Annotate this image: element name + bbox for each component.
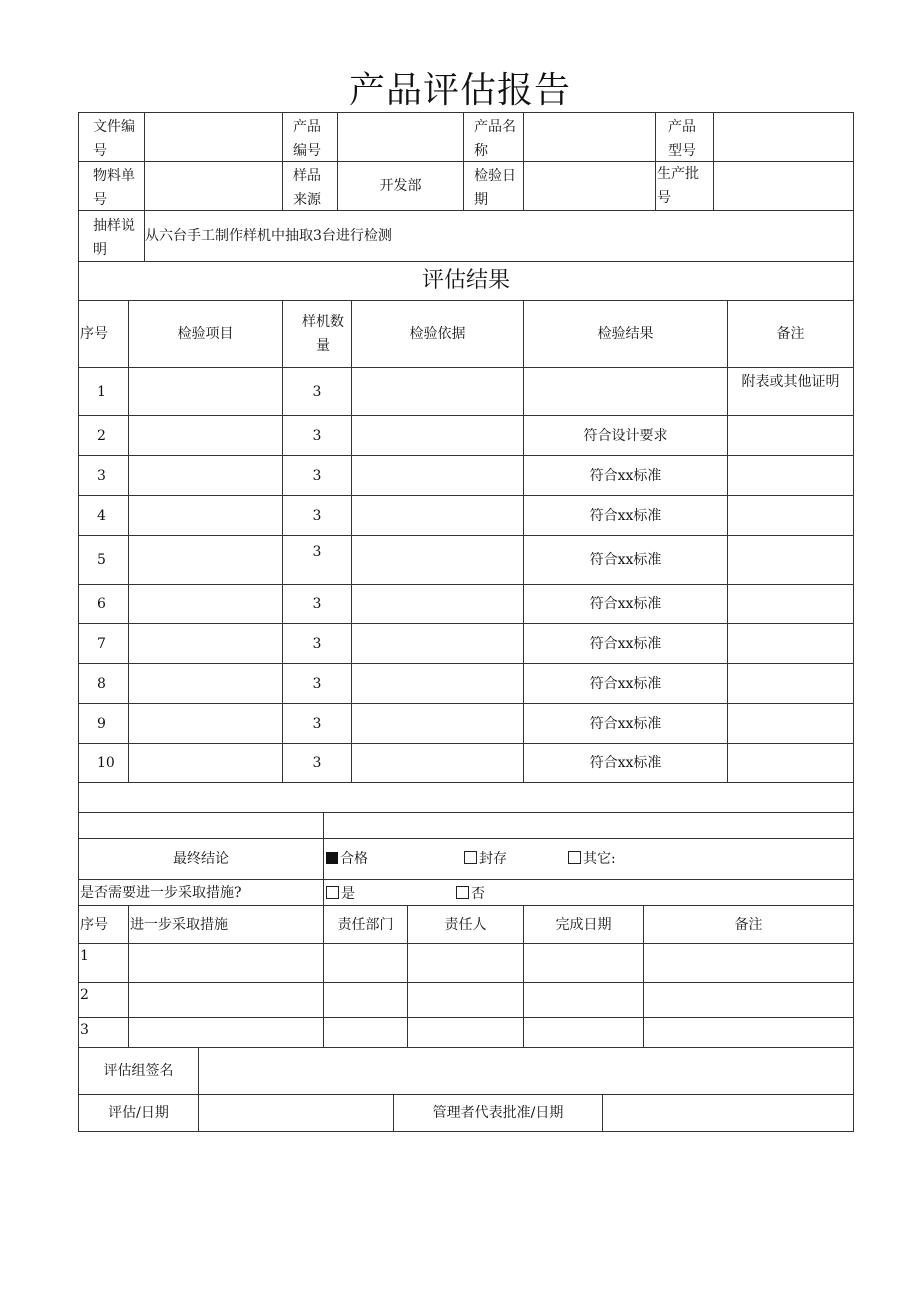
action-row-measure[interactable] xyxy=(128,943,324,983)
col-qty: 样机数量 xyxy=(282,300,352,368)
row-item[interactable] xyxy=(128,703,283,744)
row-basis[interactable] xyxy=(351,367,524,416)
row-no: 7 xyxy=(78,623,129,664)
option-yes-label: 是 xyxy=(341,886,355,902)
row-basis[interactable] xyxy=(351,663,524,704)
row-item[interactable] xyxy=(128,495,283,536)
blank-cell-left xyxy=(78,812,324,839)
row-remark[interactable] xyxy=(727,703,854,744)
eval-date-field[interactable] xyxy=(198,1094,394,1132)
col-basis: 检验依据 xyxy=(351,300,524,368)
row-no: 5 xyxy=(78,535,129,585)
col-result: 检验结果 xyxy=(523,300,728,368)
action-col-person: 责任人 xyxy=(407,905,524,944)
product-no-field[interactable] xyxy=(337,112,464,162)
row-qty[interactable]: 3 xyxy=(282,455,352,496)
action-row-person[interactable] xyxy=(407,1017,524,1048)
action-row-no: 2 xyxy=(78,982,129,1018)
page-title: 产品评估报告 xyxy=(348,70,571,111)
action-row-dept[interactable] xyxy=(323,943,408,983)
product-model-label: 产品型号 xyxy=(655,112,714,162)
action-row-person[interactable] xyxy=(407,943,524,983)
row-result[interactable]: 符合xx标准 xyxy=(523,455,728,496)
row-item[interactable] xyxy=(128,584,283,624)
action-col-date: 完成日期 xyxy=(523,905,644,944)
row-remark[interactable] xyxy=(727,663,854,704)
row-no: 8 xyxy=(78,663,129,704)
col-item: 检验项目 xyxy=(128,300,283,368)
row-basis[interactable] xyxy=(351,535,524,585)
checkbox-icon xyxy=(326,886,339,899)
row-basis[interactable] xyxy=(351,584,524,624)
mgr-approve-field[interactable] xyxy=(602,1094,854,1132)
batch-field[interactable] xyxy=(713,161,854,211)
action-row-remark[interactable] xyxy=(643,943,854,983)
material-no-label: 物料单号 xyxy=(78,161,145,211)
row-basis[interactable] xyxy=(351,415,524,456)
row-qty[interactable]: 3 xyxy=(282,367,352,416)
product-name-field[interactable] xyxy=(523,112,656,162)
row-item[interactable] xyxy=(128,623,283,664)
action-row-person[interactable] xyxy=(407,982,524,1018)
row-item[interactable] xyxy=(128,535,283,585)
row-qty[interactable]: 3 xyxy=(282,535,352,585)
action-col-remark: 备注 xyxy=(643,905,854,944)
row-basis[interactable] xyxy=(351,455,524,496)
row-result[interactable]: 符合xx标准 xyxy=(523,495,728,536)
action-row-remark[interactable] xyxy=(643,1017,854,1048)
row-qty[interactable]: 3 xyxy=(282,415,352,456)
row-result[interactable]: 符合xx标准 xyxy=(523,584,728,624)
row-item[interactable] xyxy=(128,743,283,783)
inspect-date-label: 检验日期 xyxy=(463,161,524,211)
option-pass-label: 合格 xyxy=(340,851,368,867)
row-item[interactable] xyxy=(128,455,283,496)
row-remark[interactable] xyxy=(727,455,854,496)
row-qty[interactable]: 3 xyxy=(282,703,352,744)
row-result[interactable] xyxy=(523,367,728,416)
row-qty[interactable]: 3 xyxy=(282,623,352,664)
action-row-dept[interactable] xyxy=(323,982,408,1018)
row-no: 9 xyxy=(78,703,129,744)
action-row-no: 1 xyxy=(78,943,129,983)
row-remark[interactable] xyxy=(727,415,854,456)
row-result[interactable]: 符合设计要求 xyxy=(523,415,728,456)
checkbox-icon xyxy=(456,886,469,899)
row-qty[interactable]: 3 xyxy=(282,584,352,624)
eval-date-label: 评估/日期 xyxy=(78,1094,199,1132)
product-no-label: 产品编号 xyxy=(282,112,338,162)
row-qty[interactable]: 3 xyxy=(282,495,352,536)
row-no: 6 xyxy=(78,584,129,624)
row-no: 4 xyxy=(78,495,129,536)
inspect-date-field[interactable] xyxy=(523,161,656,211)
option-hold-label: 封存 xyxy=(479,851,507,867)
row-result[interactable]: 符合xx标准 xyxy=(523,703,728,744)
option-no[interactable] xyxy=(456,882,485,906)
option-pass[interactable] xyxy=(326,847,368,871)
action-row-no: 3 xyxy=(78,1017,129,1048)
doc-no-field[interactable] xyxy=(144,112,283,162)
action-row-measure[interactable] xyxy=(128,982,324,1018)
action-col-no: 序号 xyxy=(78,905,129,944)
row-no: 3 xyxy=(78,455,129,496)
row-item[interactable] xyxy=(128,663,283,704)
row-item[interactable] xyxy=(128,415,283,456)
row-result[interactable]: 符合xx标准 xyxy=(523,623,728,664)
mgr-approve-label: 管理者代表批准/日期 xyxy=(393,1094,603,1132)
product-name-label: 产品名称 xyxy=(463,112,524,162)
action-row-measure[interactable] xyxy=(128,1017,324,1048)
row-remark[interactable] xyxy=(727,584,854,624)
action-row-remark[interactable] xyxy=(643,982,854,1018)
action-row-date[interactable] xyxy=(523,1017,644,1048)
option-other-label: 其它: xyxy=(583,851,616,867)
row-result[interactable]: 符合xx标准 xyxy=(523,743,728,783)
doc-no-label: 文件编号 xyxy=(78,112,145,162)
material-no-field[interactable] xyxy=(144,161,283,211)
row-item[interactable] xyxy=(128,367,283,416)
action-row-dept[interactable] xyxy=(323,1017,408,1048)
sampling-label: 抽样说明 xyxy=(78,210,145,262)
sample-source-value[interactable]: 开发部 xyxy=(337,161,464,211)
row-remark[interactable] xyxy=(727,743,854,783)
checkbox-icon xyxy=(464,851,477,864)
action-col-measure: 进一步采取措施 xyxy=(128,905,324,944)
row-no: 2 xyxy=(78,415,129,456)
row-basis[interactable] xyxy=(351,743,524,783)
further-options xyxy=(323,879,854,906)
checkbox-icon xyxy=(568,851,581,864)
row-basis[interactable] xyxy=(351,623,524,664)
option-other[interactable] xyxy=(568,847,616,871)
col-no: 序号 xyxy=(78,300,129,368)
action-row-date[interactable] xyxy=(523,982,644,1018)
conclusion-label: 最终结论 xyxy=(78,838,324,880)
blank-row xyxy=(78,782,854,813)
checked-box-icon xyxy=(326,852,338,864)
option-no-label: 否 xyxy=(471,886,485,902)
product-model-field[interactable] xyxy=(713,112,854,162)
row-basis[interactable] xyxy=(351,703,524,744)
row-remark[interactable]: 附表或其他证明 xyxy=(727,367,854,416)
sample-source-label: 样品来源 xyxy=(282,161,338,211)
further-label: 是否需要进一步采取措施? xyxy=(78,879,324,906)
row-remark[interactable] xyxy=(727,535,854,585)
col-remark: 备注 xyxy=(727,300,854,368)
sampling-value[interactable]: 从六台手工制作样机中抽取3台进行检测 xyxy=(144,210,854,262)
row-result[interactable]: 符合xx标准 xyxy=(523,663,728,704)
option-yes[interactable] xyxy=(326,882,355,906)
action-col-dept: 责任部门 xyxy=(323,905,408,944)
team-sign-label: 评估组签名 xyxy=(78,1047,199,1095)
row-qty[interactable]: 3 xyxy=(282,663,352,704)
row-no: 1 xyxy=(78,367,129,416)
action-row-date[interactable] xyxy=(523,943,644,983)
option-hold[interactable] xyxy=(464,847,507,871)
row-result[interactable]: 符合xx标准 xyxy=(523,535,728,585)
batch-label: 生产批号 xyxy=(655,161,714,211)
blank-cell-right xyxy=(323,812,854,839)
row-qty[interactable]: 3 xyxy=(282,743,352,783)
conclusion-options xyxy=(323,838,854,880)
row-remark[interactable] xyxy=(727,623,854,664)
row-no: 10 xyxy=(78,743,129,783)
results-title: 评估结果 xyxy=(78,261,854,301)
team-sign-field[interactable] xyxy=(198,1047,854,1095)
row-basis[interactable] xyxy=(351,495,524,536)
row-remark[interactable] xyxy=(727,495,854,536)
